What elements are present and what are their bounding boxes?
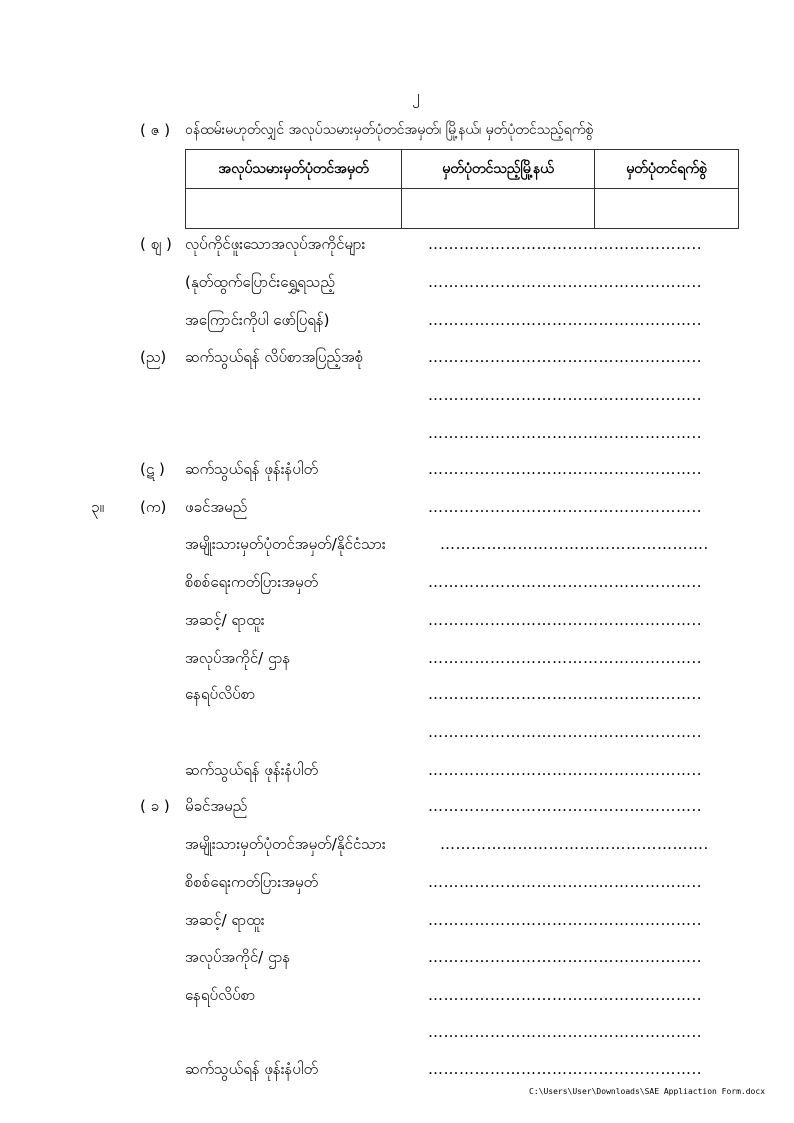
page-number: ၂ bbox=[412, 86, 420, 105]
father-occupation-dots[interactable]: …………………………………………….. bbox=[428, 649, 703, 667]
mother-occupation-dots[interactable]: …………………………………………….. bbox=[428, 948, 703, 966]
father-rank-label: အဆင့်/ ရာထူး bbox=[185, 611, 265, 629]
mother-security-card-label: စိစစ်ရေးကတ်ပြားအမှတ် bbox=[185, 873, 319, 891]
q10-label-line1: လုပ်ကိုင်ဖူးသောအလုပ်အကိုင်များ bbox=[185, 235, 366, 253]
mother-phone-dots[interactable]: …………………………………………….. bbox=[428, 1060, 703, 1078]
q9-mark: ( ဇ ) bbox=[140, 121, 171, 139]
father-phone-dots[interactable]: …………………………………………….. bbox=[428, 761, 703, 779]
mother-rank-label: အဆင့်/ ရာထူး bbox=[185, 911, 265, 929]
mother-address-label: နေရပ်လိပ်စာ bbox=[185, 986, 256, 1004]
table-row bbox=[186, 189, 739, 229]
father-address-dots-1[interactable]: …………………………………………….. bbox=[428, 685, 703, 703]
table-header-registration-date: မှတ်ပုံတင်ရက်စွဲ bbox=[595, 150, 739, 189]
father-security-card-label: စိစစ်ရေးကတ်ပြားအမှတ် bbox=[185, 573, 319, 591]
registration-table bbox=[185, 149, 739, 229]
q12-label: ဆက်သွယ်ရန် ဖုန်းနံပါတ် bbox=[185, 460, 319, 478]
mother-nrc-dots[interactable]: ……………………………………………. bbox=[440, 835, 709, 853]
mother-occupation-label: အလုပ်အကိုင်/ ဌာန bbox=[185, 948, 291, 966]
father-name-label: ဖခင်အမည် bbox=[185, 498, 248, 516]
mother-address-dots-1[interactable]: …………………………………………….. bbox=[428, 986, 703, 1004]
mother-rank-dots[interactable]: …………………………………………….. bbox=[428, 911, 703, 929]
q10-label-line2: (နုတ်ထွက်ပြောင်းရွှေ့ရသည့် bbox=[185, 273, 335, 291]
father-phone-label: ဆက်သွယ်ရန် ဖုန်းနံပါတ် bbox=[185, 761, 319, 779]
q11-dots-1[interactable]: …………………………………………….. bbox=[428, 348, 703, 366]
q10-label-line3: အကြောင်းကိုပါ ဖော်ပြရန်) bbox=[185, 311, 330, 329]
q12-mark: (ဋ ) bbox=[140, 460, 165, 478]
father-address-dots-2[interactable]: …………………………………………….. bbox=[428, 723, 703, 741]
q12-dots[interactable]: …………………………………………….. bbox=[428, 460, 703, 478]
registration-date-cell[interactable] bbox=[595, 189, 739, 229]
father-rank-dots[interactable]: …………………………………………….. bbox=[428, 611, 703, 629]
section3-number: ၃။ bbox=[91, 498, 104, 516]
father-mark: (က) bbox=[140, 498, 167, 516]
q10-dots-2[interactable]: …………………………………………….. bbox=[428, 273, 703, 291]
footer-file-path: C:\Users\User\Downloads\SAE Appliaction Form.docx bbox=[529, 1087, 766, 1096]
table-header-township: မှတ်ပုံတင်သည့်မြို့နယ် bbox=[402, 150, 595, 189]
q10-dots-1[interactable]: …………………………………………….. bbox=[428, 235, 703, 253]
q10-mark: ( ဈ ) bbox=[140, 235, 172, 253]
father-name-dots[interactable]: …………………………………………….. bbox=[428, 498, 703, 516]
q9-text: ဝန်ထမ်းမဟုတ်လျှင် အလုပ်သမားမှတ်ပုံတင်အမှတ်၊ မြို့နယ်၊ မှတ်ပုံတင်သည့်ရက်စွဲ bbox=[185, 122, 594, 138]
mother-phone-label: ဆက်သွယ်ရန် ဖုန်းနံပါတ် bbox=[185, 1060, 319, 1078]
q11-dots-3[interactable]: …………………………………………….. bbox=[428, 424, 703, 442]
mother-name-label: မိခင်အမည် bbox=[185, 797, 248, 815]
mother-address-dots-2[interactable]: …………………………………………….. bbox=[428, 1023, 703, 1041]
table-header-registration-number: အလုပ်သမားမှတ်ပုံတင်အမှတ် bbox=[186, 150, 402, 189]
registration-number-cell[interactable] bbox=[186, 189, 402, 229]
mother-security-card-dots[interactable]: …………………………………………….. bbox=[428, 873, 703, 891]
mother-mark: ( ခ ) bbox=[140, 797, 170, 815]
q11-mark: (ည) bbox=[140, 348, 167, 366]
father-security-card-dots[interactable]: …………………………………………….. bbox=[428, 573, 703, 591]
q10-dots-3[interactable]: …………………………………………….. bbox=[428, 311, 703, 329]
father-nrc-dots[interactable]: ……………………………………………. bbox=[440, 535, 709, 553]
father-occupation-label: အလုပ်အကိုင်/ ဌာန bbox=[185, 649, 291, 667]
father-address-label: နေရပ်လိပ်စာ bbox=[185, 685, 256, 703]
township-cell[interactable] bbox=[402, 189, 595, 229]
mother-name-dots[interactable]: …………………………………………….. bbox=[428, 797, 703, 815]
mother-nrc-label: အမျိုးသားမှတ်ပုံတင်အမှတ်/နိုင်ငံသား bbox=[185, 835, 386, 853]
father-nrc-label: အမျိုးသားမှတ်ပုံတင်အမှတ်/နိုင်ငံသား bbox=[185, 535, 386, 553]
q11-dots-2[interactable]: …………………………………………….. bbox=[428, 386, 703, 404]
q11-label: ဆက်သွယ်ရန် လိပ်စာအပြည့်အစုံ bbox=[185, 348, 364, 366]
